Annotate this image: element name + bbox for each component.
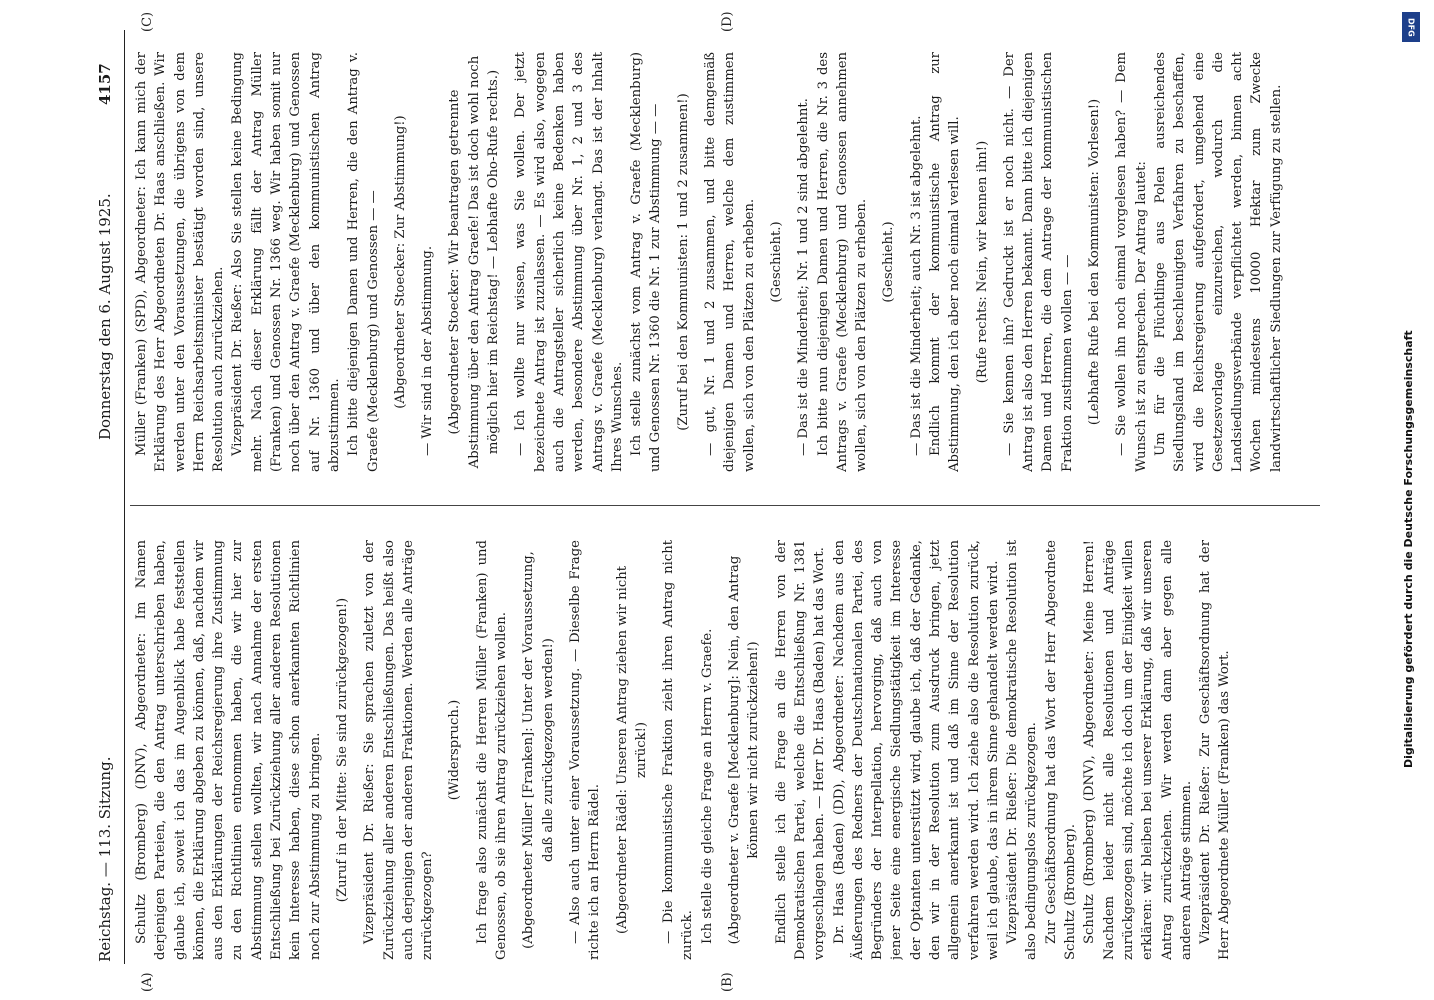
spacer [325,540,333,960]
paragraph: — Das ist die Minderheit; Nr. 1 und 2 sind abgelehnt. [796,98,812,456]
interjection: (Zuruf in der Mitte: Sie sind zurückgezogen!) [334,597,350,903]
interjection: (Widerspruch.) [447,699,463,801]
paragraph: Ich bitte diejenigen Damen und Herren, die den Antrag v. Graefe (Mecklenburg) und Genossen — — [346,52,381,472]
header-session: Reichstag. — 113. Sitzung. [96,756,114,962]
interjection: (Abgeordneter v. Graefe [Mecklenburg]: Nein, den Antrag können wir nicht zurückziehen!) [727,555,762,945]
margin-marker-b: (B) [720,972,735,992]
interjection: (Lebhafte Rufe bei den Kommunisten: Vorlesen!) [1087,98,1103,426]
header-date: Donnerstag den 6. August 1925. [96,193,114,440]
spacer [717,540,725,960]
paragraph: — Das ist die Minderheit; auch Nr. 3 ist abgelehnt. [908,115,924,456]
paragraph: — Sie kennen ihn? Gedruckt ist er noch nicht. — Der Antrag ist also den Herren bekannt. Dann bitte ich diejenigen Damen und Herren, die dem Antrage der kommunistischen Fraktion zustimmen wollen — — [1001,52,1075,472]
paragraph: — Also auch unter einer Voraussetzung. — Dieselbe Frage richte ich an Herrn Rädel. [567,540,603,960]
paragraph: — Ich wollte nur wissen, was Sie wollen. Der jetzt bezeichnete Antrag ist zuzulassen. — Es wird also, wogegen auch die Antragsteller sicherlich keine Bedenken haben werden, besondere Abstimmung über Nr. 1, 2 und 3 des Antrags v. Graefe (Mecklenburg) verlangt. Das ist der Inhalt Ihres Wunsches. [513,52,625,472]
text-column-right [132,52,1322,472]
paragraph: Ich frage also zunächst die Herren Müller (Franken) und Genossen, ob sie ihren Antrag zurückziehen wollen. [474,540,510,960]
spacer [410,52,418,472]
paragraph: — Wir sind in der Abstimmung. [420,245,436,456]
spacer [503,52,511,472]
header-rule [124,30,125,964]
paragraph: Vizepräsident Dr. Rießer: Die demokratische Resolution ist also bedingungslos zurückgezogen. [1005,540,1040,960]
interjection: (Geschieht.) [881,221,897,303]
spacer [871,52,879,472]
interjection: (Abgeordneter Stoecker: Wir beantragen getrennte Abstimmung über den Antrag Graefe! Das ist doch wohl noch möglich hier im Reichstag! — Lebhafte Oho-Rufe rechts.) [447,55,502,469]
spacer [759,52,767,472]
dfg-logo-icon: DFG [1402,12,1420,42]
page-number: 4157 [96,63,114,105]
spacer [666,52,674,472]
paragraph: Ich stelle die gleiche Frage an Herrn v. Graefe. [699,628,715,944]
paragraph: Ich bitte nun diejenigen Damen und Herren, die Nr. 3 des Antrags v. Graefe (Mecklenburg) und Genossen annehmen wollen, sich von den Plätzen zu erheben. [815,52,870,472]
interjection: (Abgeordneter Stoecker: Zur Abstimmung!) [392,115,408,409]
paragraph: Schultz (Bromberg) (DNV), Abgeordneter: Im Namen derjenigen Parteien, die den Antrag unterschrieben haben, glaube ich, soweit ich das im Augenblick habe feststellen können, die Erklärung abgeben zu können, daß, nachdem wir aus den Erklärungen der Reichsregierung ihre Zustimmung zu den Richtlinien entnommen haben, die wir hier zur Abstimmung stellen wollten, wir nach Annahme der ersten Entschließung bei Zurückziehung aller anderen Resolutionen kein Interesse haben, diese schon anerkannten Richtlinien noch zur Abstimmung zu bringen. [134,540,323,960]
spacer [352,540,360,960]
margin-marker-a: (A) [140,972,155,992]
spacer [558,540,566,960]
paragraph: — gut, Nr. 1 und 2 zusammen, und bitte demgemäß diejenigen Damen und Herren, welche dem zustimmen wollen, sich von den Plätzen zu erheben. [703,52,757,472]
dfg-stamp [1398,8,1428,998]
spacer [992,52,1000,472]
paragraph: Um für die Flüchtlinge aus Polen ausreichendes Siedlungsland im beschleunigten Verfahren zu beschaffen, wird die Reichsregierung aufgefordert, umgehend eine Gesetzesvorlage einzureichen, wodurch die Landsiedlungsverbände verpflichtet werden, binnen acht Wochen mindestens 10000 Hektar zum Zwecke landwirtschaftlicher Siedlungen zur Verfügung zu stellen. [1152,52,1284,472]
spacer [651,540,659,960]
interjection: (Geschieht.) [768,221,784,303]
spacer [1104,52,1112,472]
interjection: (Zuruf bei den Kommunisten: 1 und 2 zusammen!) [675,93,691,431]
paragraph: Müller (Franken) (SPD), Abgeordneter: Ich kann mich der Erklärung des Herr Abgeordneten Dr. Haas anschließen. Wir werden unter den Voraussetzungen, die übrigens von dem Herrn Reichsarbeitsminister bestätigt worden sind, unsere Resolution auch zurückziehen. [134,52,227,472]
paragraph: Dr. Haas (Baden) (DD), Abgeordneter: Nachdem aus den Äußerungen des Redners der Deutschnationalen Partei, des Begründers der Interpellation, hervorging, daß auch von jener Seite eine energische Siedlungstätigkeit im Interesse der Optanten unterstützt wird, glaube ich, daß der Gedanke, den wir in der Resolution zum Ausdruck bringen, jetzt allgemein anerkannt ist und daß im Sinne der Resolution verfahren werden wird. Ich ziehe also die Resolution zurück, weil ich glaube, das in ihrem Sinne gehandelt werden wird. [831,540,1001,960]
paragraph: Schultz (Bromberg) (DNV), Abgeordneter: Meine Herren! Nachdem leider nicht alle Resolutionen und Anträge zurückgezogen sind, möchte ich doch um der Einigkeit willen erklären: wir bleiben bei unserer Erklärung, daß wir unseren Antrag zurückziehen. Wir werden dann aber gegen alle anderen Anträge stimmen. [1082,540,1194,960]
spacer [693,52,701,472]
spacer [764,540,772,960]
interjection: (Rufe rechts: Nein, wir kennen ihn!) [974,140,990,384]
paragraph: — Die kommunistische Fraktion zieht ihren Antrag nicht zurück. [661,540,696,960]
paragraph: — Sie wollen ihn noch einmal vorgelesen haben? — Dem Wunsch ist zu entsprechen. Der Antrag lautet: [1114,52,1149,472]
spacer [1077,52,1085,472]
spacer [786,52,794,472]
spacer [465,540,473,960]
paragraph: Endlich kommt der kommunistische Antrag zur Abstimmung, den ich aber noch einmal verlesen will. [927,52,963,472]
paragraph: Vizepräsident Dr. Rießer: Sie sprachen zuletzt von der Zurückziehung aller anderen Entschließungen. Das heißt also auch derjenigen der anderen Fraktionen. Werden alle Anträge zurückgezogen? [362,540,436,960]
text-column-left [132,540,1322,960]
paragraph: Vizepräsident Dr. Rießer: Also Sie stellen keine Bedingung mehr. Nach dieser Erklärung fällt der Antrag Müller (Franken) und Genossen Nr. 1366 weg. Wir haben somit nur noch über den Antrag v. Graefe (Mecklenburg) und Genossen auf Nr. 1360 und über den kommunistischen Antrag abzustimmen. [230,52,342,472]
column-divider [130,505,1320,506]
spacer [383,52,391,472]
interjection: (Abgeordneter Rädel: Unseren Antrag ziehen wir nicht zurück!) [614,565,649,935]
paragraph: Endlich stelle ich die Frage an die Herren von der Demokratischen Partei, welche die Entschließung Nr. 1381 vorgeschlagen haben. — Herr Dr. Haas (Baden) hat das Wort. [773,540,828,960]
spacer [437,540,445,960]
spacer [437,52,445,472]
spacer [965,52,973,472]
paragraph: Vizepräsident Dr. Rießer: Zur Geschäftsordnung hat der Herr Abgeordnete Müller (Franken) das Wort. [1198,540,1233,960]
page-header [96,0,122,1000]
margin-marker-c: (C) [140,11,155,32]
spacer [511,540,519,960]
margin-marker-d: (D) [720,11,735,32]
digitization-notice: Digitalisierung gefördert durch die Deutsche Forschungsgemeinschaft [1402,330,1415,768]
spacer [899,52,907,472]
interjection: (Abgeordneter Müller [Franken]: Unter der Voraussetzung, daß alle zurückgezogen werden!) [521,551,556,949]
spacer [605,540,613,960]
paragraph: Ich stelle zunächst vom Antrag v. Graefe (Mecklenburg) und Genossen Nr. 1360 die Nr. 1 zur Abstimmung — — [629,52,664,472]
paragraph: Zur Geschäftsordnung hat das Wort der Herr Abgeordnete Schultz (Bromberg). [1043,540,1079,960]
